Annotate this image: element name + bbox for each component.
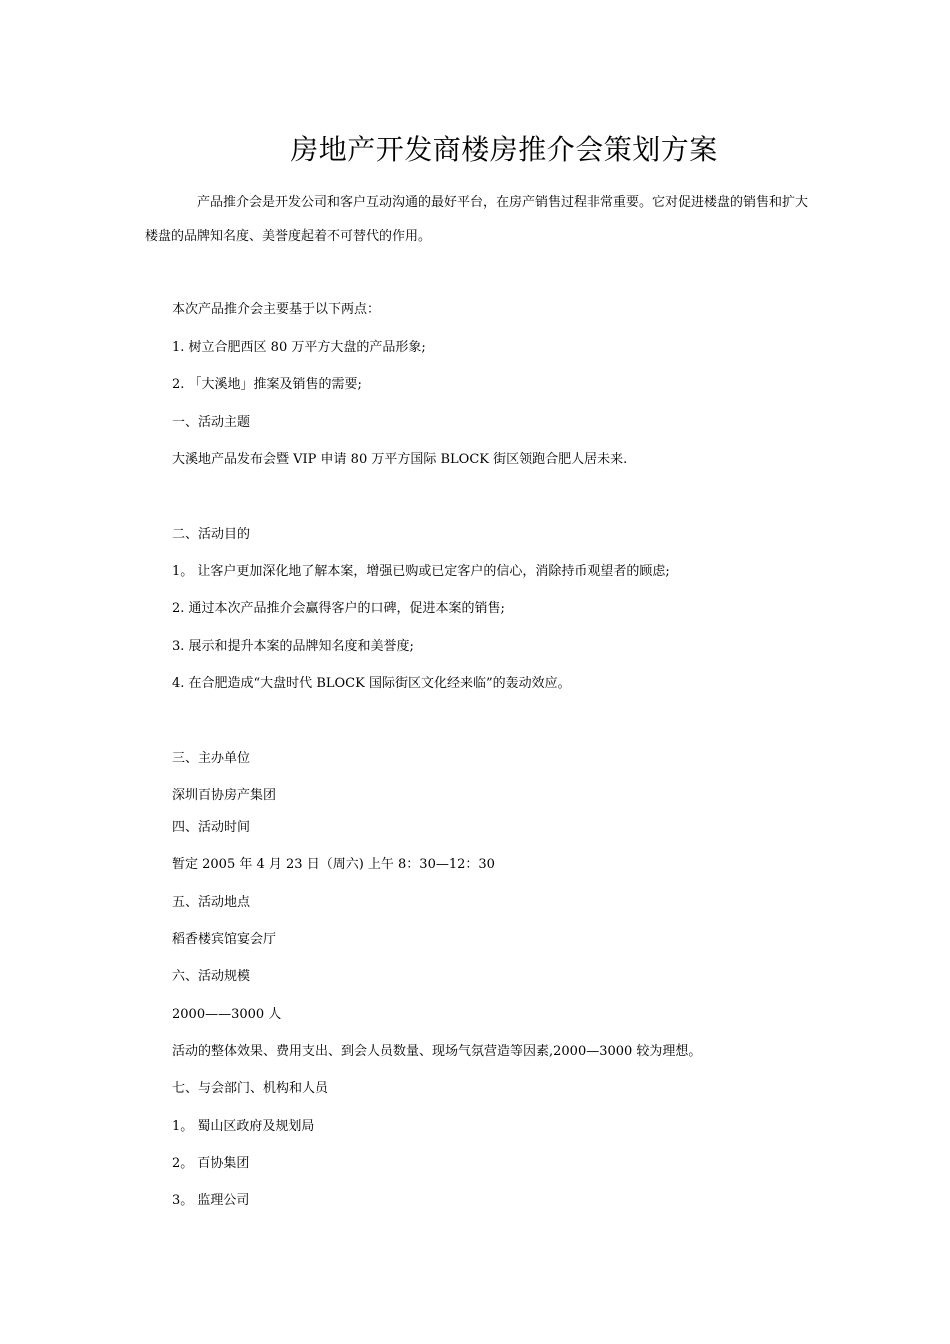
theme-text: 大溪地产品发布会暨 VIP 申请 80 万平方国际 BLOCK 街区领跑合肥人居未来. [172,452,628,467]
attendee-item-2: 2。 百协集团 [172,1156,250,1171]
venue-text: 稻香楼宾馆宴会厅 [172,932,277,947]
section-heading-venue: 五、活动地点 [172,895,251,910]
basis-item-2: 2. 「大溪地」推案及销售的需要; [172,377,362,392]
purpose-item-3: 3. 展示和提升本案的品牌知名度和美誉度; [172,639,414,654]
basis-heading: 本次产品推介会主要基于以下两点： [172,302,381,317]
section-heading-time: 四、活动时间 [172,820,251,835]
purpose-item-1: 1。 让客户更加深化地了解本案，增强已购或已定客户的信心，消除持币观望者的顾虑; [172,564,670,579]
purpose-item-4: 4. 在合肥造成“大盘时代 BLOCK 国际街区文化经来临”的轰动效应。 [172,676,571,691]
section-heading-organizer: 三、主办单位 [172,751,251,766]
purpose-item-2: 2. 通过本次产品推介会赢得客户的口碑，促进本案的销售; [172,601,505,616]
attendee-item-1: 1。 蜀山区政府及规划局 [172,1119,315,1134]
intro-paragraph: 产品推介会是开发公司和客户互动沟通的最好平台，在房产销售过程非常重要。它对促进楼盘的销售和扩大楼盘的品牌知名度、美誉度起着不可替代的作用。 [145,195,809,244]
scale-text: 2000——3000 人 [172,1007,282,1022]
attendee-item-3: 3。 监理公司 [172,1193,250,1208]
document-title: 房地产开发商楼房推介会策划方案 [290,133,718,166]
section-heading-attendees: 七、与会部门、机构和人员 [172,1081,329,1096]
scale-note: 活动的整体效果、费用支出、到会人员数量、现场气氛营造等因素,2000—3000 较为理想。 [172,1044,702,1059]
section-heading-theme: 一、活动主题 [172,415,251,430]
time-text: 暂定 2005 年 4 月 23 日（周六) 上午 8：30—12：30 [172,857,495,872]
organizer-text: 深圳百协房产集团 [172,788,277,803]
section-heading-purpose: 二、活动目的 [172,527,251,542]
basis-item-1: 1. 树立合肥西区 80 万平方大盘的产品形象; [172,340,426,355]
section-heading-scale: 六、活动规模 [172,969,251,984]
